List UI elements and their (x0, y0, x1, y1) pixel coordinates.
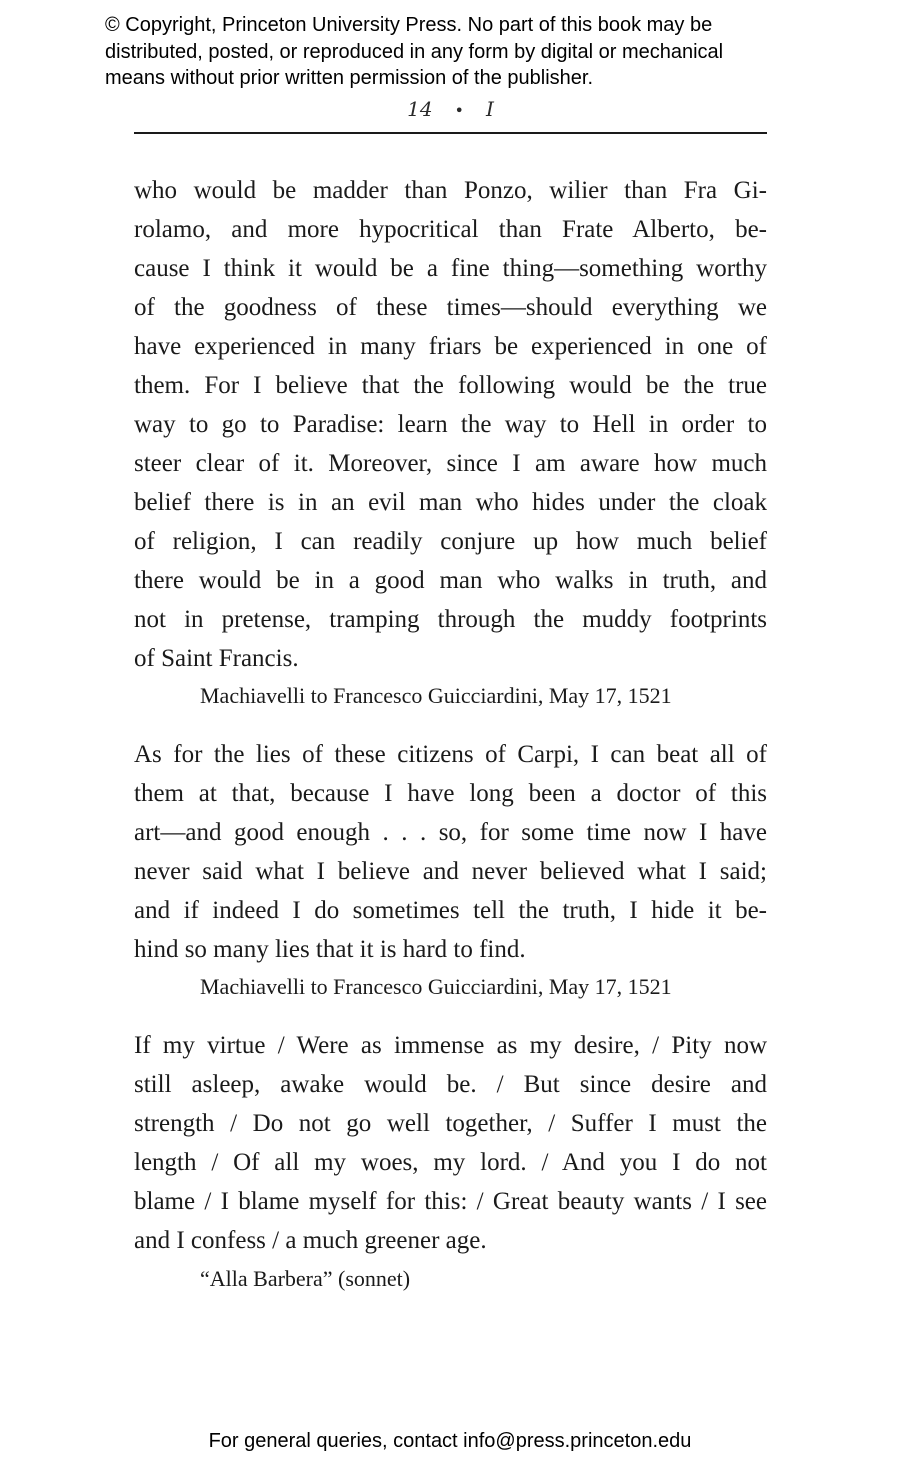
text-line: length / Of all my woes, my lord. / And you I do not (134, 1149, 767, 1176)
quote-2-text (134, 735, 767, 969)
text-line: rolamo, and more hypocritical than Frate Alberto, be- (134, 216, 767, 243)
text-line: there would be in a good man who walks in truth, and (134, 567, 767, 594)
page-number: 14 (407, 97, 433, 121)
text-line: As for the lies of these citizens of Carpi, I can beat all of (134, 741, 767, 768)
text-line: of religion, I can readily conjure up how much belief (134, 528, 767, 555)
quote-1-attribution: Machiavelli to Francesco Guicciardini, May 17, 1521 (200, 683, 672, 708)
running-head (134, 96, 767, 124)
text-line: strength / Do not go well together, / Suffer I must the (134, 1110, 767, 1137)
footer-contact: For general queries, contact info@press.princeton.edu (208, 1430, 692, 1452)
quote-3-text (134, 1026, 767, 1260)
quote-2-attribution: Machiavelli to Francesco Guicciardini, May 17, 1521 (200, 974, 672, 999)
text-line: them at that, because I have long been a doctor of this (134, 780, 767, 807)
copyright-line: means without prior written permission of the publisher. (105, 67, 594, 89)
text-line: never said what I believe and never believed what I said; (134, 858, 767, 885)
copyright-line: distributed, posted, or reproduced in any form by digital or mechanical (105, 40, 724, 63)
text-line: art—and good enough . . . so, for some time now I have (134, 819, 767, 846)
text-line: of Saint Francis. (134, 645, 299, 672)
text-line: still asleep, awake would be. / But since desire and (134, 1071, 767, 1098)
chapter-label: I (485, 97, 494, 121)
text-line: steer clear of it. Moreover, since I am aware how much (134, 450, 767, 477)
quote-3-attribution: “Alla Barbera” (sonnet) (200, 1266, 411, 1291)
text-line: have experienced in many friars be experienced in one of (134, 333, 767, 360)
text-line: way to go to Paradise: learn the way to Hell in order to (134, 411, 767, 438)
text-line: hind so many lies that it is hard to find. (134, 936, 526, 963)
text-line: belief there is in an evil man who hides under the cloak (134, 489, 767, 516)
copyright-notice (105, 12, 805, 92)
text-line: them. For I believe that the following would be the true (134, 372, 767, 399)
text-line: and I confess / a much greener age. (134, 1227, 487, 1254)
quote-1-text (134, 171, 767, 678)
text-line: who would be madder than Ponzo, wilier than Fra Gi- (134, 177, 767, 204)
text-line: and if indeed I do sometimes tell the truth, I hide it be- (134, 897, 767, 924)
text-line: cause I think it would be a fine thing—something worthy (134, 255, 767, 282)
header-rule (134, 132, 767, 134)
text-line: not in pretense, tramping through the muddy footprints (134, 606, 767, 633)
text-line: If my virtue / Were as immense as my desire, / Pity now (134, 1032, 767, 1059)
copyright-line: © Copyright, Princeton University Press. No part of this book may be (105, 14, 713, 36)
text-line: of the goodness of these times—should everything we (134, 294, 767, 321)
running-head-separator: • (454, 101, 464, 120)
text-line: blame / I blame myself for this: / Great beauty wants / I see (134, 1188, 767, 1215)
